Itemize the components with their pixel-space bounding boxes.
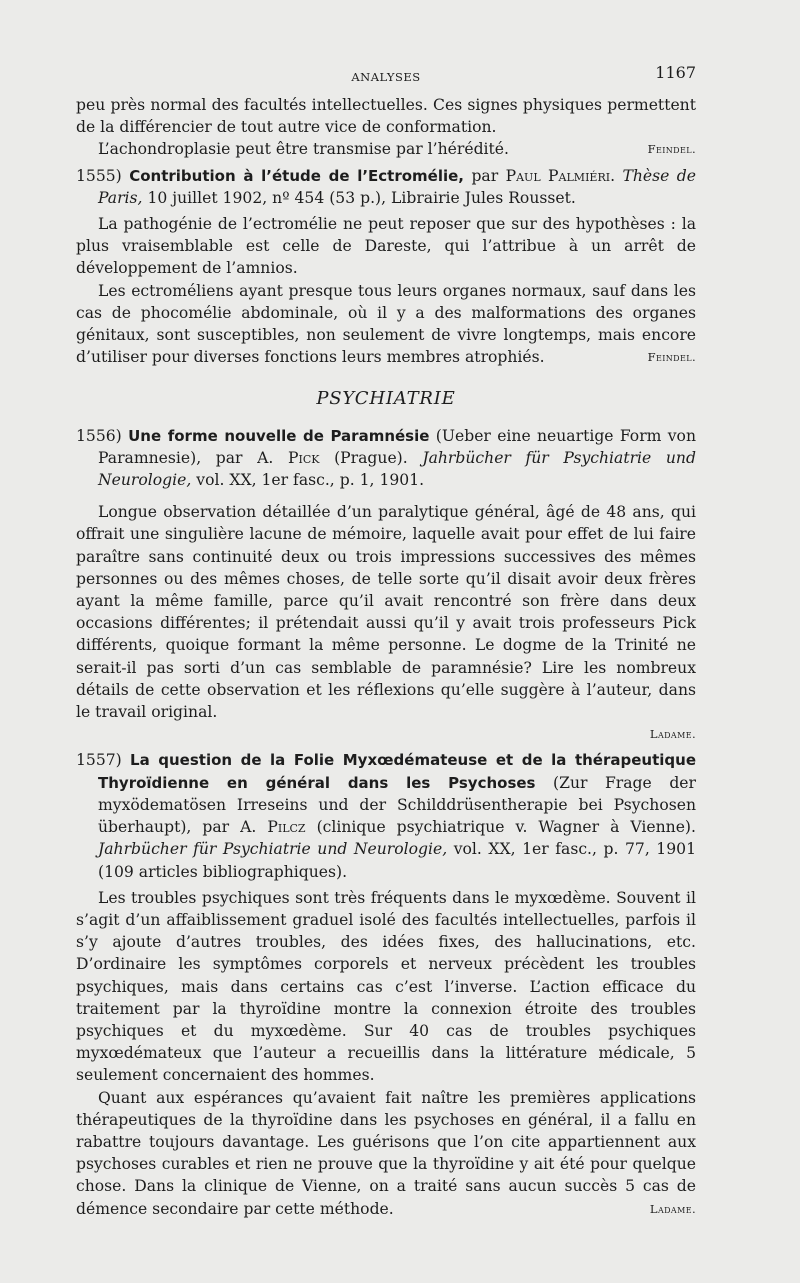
entry-1557-paragraph-2 — [76, 1087, 696, 1220]
entry-1556-heading — [76, 425, 696, 492]
entry-1557-journal: Jahrbücher für Psychiatrie und Neurologie, — [98, 840, 448, 859]
entry-1555-source: Thèse de Paris, — [98, 166, 697, 207]
running-title: ANALYSES — [351, 70, 421, 84]
intro-paragraph-1: peu près normal des facultés intellectuelles. Ces signes physiques permettent de la différencier de tout autre vice de conformation. — [76, 96, 696, 137]
entry-1556-journal: Jahrbücher für Psychiatrie und Neurologie, — [98, 448, 696, 490]
entry-1555-signature: Feindel. — [647, 350, 696, 365]
entry-1555-paragraph-2 — [76, 280, 696, 369]
entry-1556-paragraph-1: Longue observation détaillée d’un paralytique général, âgé de 48 ans, qui offrait une singulière lacune de mémoire, laquelle avait pour effet de lui faire paraître sans continuité deux ou trois impressions successives des mêmes personnes ou des mêmes choses, de telle sorte qu’il disait avoir deux frères ayant la même famille, parce qu’il avait rencontré son frère dans deux occasions différentes; il prétendait aussi qu’il y avait trois professeurs Pick différents, quoique formant la même personne. Le dogme de la Trinité ne serait-il pas sorti d’un cas semblable de paramnésie? Lire les nombreux détails de cette observation et les réflexions qu’elle suggère à l’auteur, dans le travail original. — [76, 503, 696, 722]
entry-1557-paragraph-1: Les troubles psychiques sont très fréquents dans le myxœdème. Souvent il s’agit d’un affaiblissement graduel isolé des facultés intellectuelles, parfois il s’y ajoute d’autres troubles, des idées fixes, des hallucinations, etc. D’ordinaire les symptômes corporels et nerveux précèdent les troubles psychiques, mais dans certains cas c’est l’inverse. L’action efficace du traitement par la thyroïdine montre la connexion étroite des troubles psychiques et du myxœdème. Sur 40 cas de troubles psychiques myxœdémateux que l’auteur a recueillis dans la littérature médicale, 5 seulement concernaient des hommes. — [76, 888, 696, 1085]
entry-1557-details: vol. XX, 1er fasc., p. 77, 1901 (109 articles bibliographiques). — [98, 840, 696, 881]
entry-1555-paragraph-2-text: Les ectroméliens ayant presque tous leurs organes normaux, sauf dans les cas de phocomélie abdominale, où il y a des malformations des organes génitaux, sont susceptibles, non seulement de vivre longtemps, mais encore d’utiliser pour diverses fonctions leurs membres atrophiés. — [76, 281, 696, 367]
entry-1556-signature: Ladame. — [649, 727, 696, 742]
page-number: 1167 — [655, 63, 696, 82]
entry-1556-subtitle: (Ueber eine neuartige Form von Paramnesie), par — [98, 426, 696, 467]
entry-1557-heading — [76, 749, 696, 882]
page-content — [76, 62, 696, 1220]
running-head — [76, 62, 696, 86]
entry-1556-place: (Prague). — [334, 448, 408, 467]
section-title: PSYCHIATRIE — [316, 388, 456, 410]
entry-1555-heading — [76, 165, 696, 209]
intro-paragraph-2 — [76, 138, 696, 160]
entry-1557-paragraph-2-text: Quant aux espérances qu’avaient fait naître les premières applications thérapeutiques de la thyroïdine dans les psychoses en général, il a fallu en rabattre toujours davantage. Les guérisons que l’on cite appartiennent aux psychoses curables et rien ne prouve que la thyroïdine y ait été pour quelque chose. Dans la clinique de Vienne, on a traité sans aucun succès 5 cas de démence secondaire par cette méthode. — [76, 1088, 696, 1218]
entry-1555-author: Paul Palmiéri. — [505, 166, 616, 185]
entry-1557-number: 1557) — [76, 751, 122, 770]
entry-1555-number: 1555) — [76, 166, 122, 185]
intro-signature: Feindel. — [647, 142, 696, 157]
entry-1555 — [76, 165, 696, 369]
entry-1557-subtitle: (Zur Frage der myxödematösen Irreseins und der Schilddrüsentherapie bei Psychosen überhaupt), par — [98, 773, 696, 837]
entry-1557 — [76, 749, 696, 1219]
entry-1556-author: A. Pick — [257, 448, 320, 467]
entry-1557-author: A. Pilcz — [240, 818, 306, 837]
entry-1556-number: 1556) — [76, 426, 122, 445]
entry-1555-title: Contribution à l’étude de l’Ectromélie, — [129, 166, 465, 185]
entry-1555-details: 10 juillet 1902, nº 454 (53 p.), Librairie Jules Rousset. — [147, 188, 576, 207]
entry-1555-paragraph-1: La pathogénie de l’ectromélie ne peut reposer que sur des hypothèses : la plus vraisemblable est celle de Dareste, qui l’attribue à un arrêt de développement de l’amnios. — [76, 215, 696, 278]
entry-1556 — [76, 425, 696, 746]
entry-1557-signature: Ladame. — [649, 1201, 696, 1216]
entry-1556-details: vol. XX, 1er fasc., p. 1, 1901. — [196, 471, 425, 490]
entry-1557-place: (clinique psychiatrique v. Wagner à Vienne). — [316, 818, 696, 837]
entry-1556-title: Une forme nouvelle de Paramnésie — [128, 426, 430, 445]
entry-1557-title: La question de la Folie Myxœdémateuse et de la thérapeutique Thyroïdienne en général dans les Psychoses — [98, 751, 696, 792]
intro-paragraph-2-text: L’achondroplasie peut être transmise par l’hérédité. — [98, 140, 509, 159]
entry-1555-par: par — [471, 166, 499, 185]
